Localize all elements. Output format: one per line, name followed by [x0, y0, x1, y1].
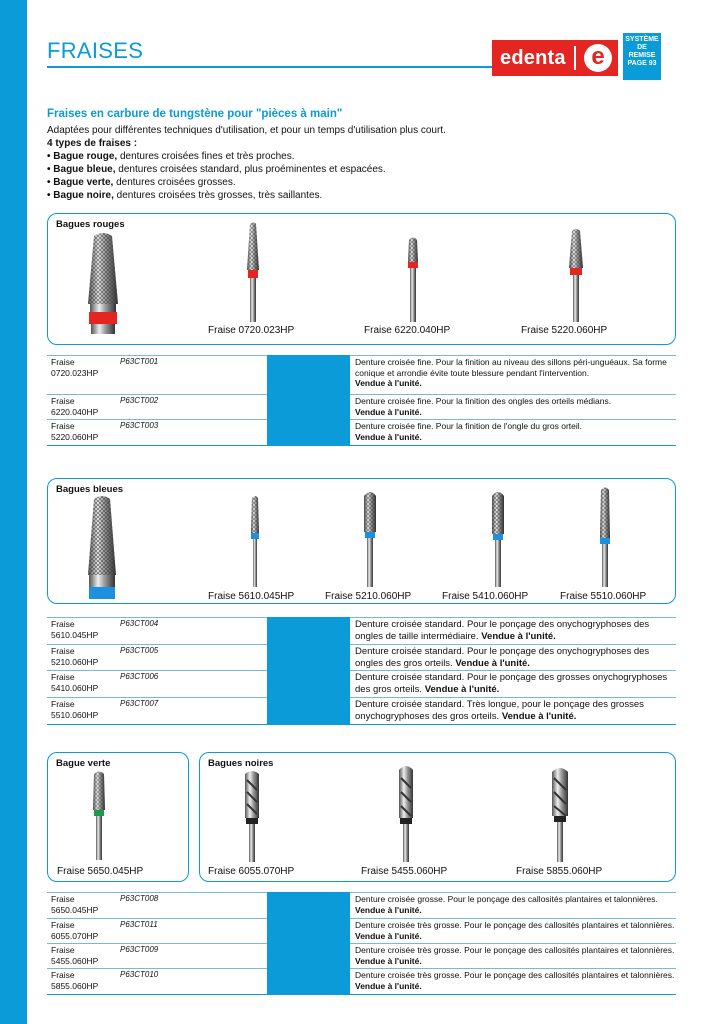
- intro: [47, 108, 687, 202]
- caption-5410: Fraise 5410.060HP: [442, 591, 529, 602]
- bur-5455-black: [394, 764, 418, 862]
- badge-line: REMISE: [628, 52, 656, 59]
- types-label: 4 types de fraises :: [47, 138, 138, 149]
- badge-line: PAGE 93: [627, 60, 657, 67]
- bur-5410-blue: [487, 490, 509, 587]
- order-cell[interactable]: [267, 968, 350, 994]
- panel-green: [47, 752, 189, 882]
- panel-black: [199, 752, 676, 882]
- panel-title-red: Bagues rouges: [56, 219, 125, 230]
- type-item: • Bague bleue, dentures croisées standard, plus proéminentes et espacées.: [47, 164, 386, 175]
- table-bottom: [47, 724, 676, 725]
- order-cell[interactable]: [267, 918, 350, 943]
- panel-title-green: Bague verte: [56, 758, 111, 769]
- order-cell[interactable]: [267, 670, 350, 697]
- table-row: Fraise 0720.023HP P63CT001 Denture croisée fine. Pour la finition au niveau des sillons péri-unguéaux. Sa forme conique et arrondie évite toute blessure pendant l'intervention. Vendue à l'unité.: [47, 355, 676, 394]
- type-item: • Bague rouge, dentures croisées fines et très proches.: [47, 151, 295, 162]
- order-cell[interactable]: [267, 617, 350, 644]
- caption-5210: Fraise 5210.060HP: [325, 591, 412, 602]
- table-row: Fraise 5650.045HP P63CT008 Denture croisée grosse. Pour le ponçage des callosités plantaires et talonnières. Vendue à l'unité.: [47, 892, 676, 918]
- order-cell[interactable]: [267, 419, 350, 445]
- bur-6220-red: [402, 236, 424, 322]
- order-cell[interactable]: [267, 394, 350, 419]
- caption-6055: Fraise 6055.070HP: [208, 866, 295, 877]
- table-row: Fraise 5220.060HP P63CT003 Denture croisée fine. Pour la finition de l'ongle du gros orteil. Vendue à l'unité.: [47, 419, 676, 445]
- table-bottom: [47, 994, 676, 995]
- table-row: Fraise 5510.060HP P63CT007 Denture croisée standard. Très longue, pour le ponçage des grosses onychogryphoses des gros orteils. Vendue à l'unité.: [47, 697, 676, 724]
- order-cell[interactable]: [267, 892, 350, 918]
- bur-5610-blue: [246, 495, 264, 587]
- bur-large-red: [78, 232, 128, 340]
- caption-5610: Fraise 5610.045HP: [208, 591, 295, 602]
- intro-line: Adaptées pour différentes techniques d'utilisation, et pour un temps d'utilisation plus court.: [47, 125, 446, 136]
- type-item: • Bague verte, dentures croisées grosses.: [47, 177, 236, 188]
- page-title: FRAISES: [47, 38, 144, 63]
- table-row: Fraise 5610.045HP P63CT004 Denture croisée standard. Pour le ponçage des onychogryphoses des ongles de taille intermédiaire. Vendue à l'unité.: [47, 617, 676, 644]
- logo-mark-icon: e: [584, 44, 612, 72]
- intro-heading: Fraises en carbure de tungstène pour "pièces à main": [47, 108, 343, 120]
- caption-0720: Fraise 0720.023HP: [208, 325, 295, 336]
- table-row: Fraise 5455.060HP P63CT009 Denture croisée très grosse. Pour le ponçage des callosités plantaires et talonnières. Vendue à l'unité.: [47, 943, 676, 968]
- caption-5455: Fraise 5455.060HP: [361, 866, 448, 877]
- order-cell[interactable]: [267, 355, 350, 394]
- caption-6220: Fraise 6220.040HP: [364, 325, 451, 336]
- logo-text: edenta: [500, 46, 566, 69]
- order-cell[interactable]: [267, 697, 350, 724]
- order-cell[interactable]: [267, 644, 350, 670]
- bur-5220-red: [564, 228, 588, 322]
- bur-5210-blue: [360, 490, 380, 587]
- caption-5855: Fraise 5855.060HP: [516, 866, 603, 877]
- bur-5650-green: [88, 770, 110, 860]
- panel-title-black: Bagues noires: [208, 758, 274, 769]
- sidebar: [0, 0, 27, 1024]
- table-row: Fraise 5855.060HP P63CT010 Denture croisée très grosse. Pour le ponçage des callosités plantaires et talonnières. Vendue à l'unité.: [47, 968, 676, 994]
- logo-divider: [574, 46, 576, 70]
- badge-line: SYSTÈME: [625, 36, 659, 43]
- bur-large-blue: [80, 495, 124, 605]
- table-bottom: [47, 445, 676, 446]
- discount-badge[interactable]: [623, 33, 661, 80]
- type-item: • Bague noire, dentures croisées très grosses, très saillantes.: [47, 190, 323, 201]
- bur-0720-red: [242, 222, 264, 322]
- badge-line: DE: [637, 44, 647, 51]
- table-row: Fraise 6220.040HP P63CT002 Denture croisée fine. Pour la finition des ongles des orteils médians. Vendue à l'unité.: [47, 394, 676, 419]
- caption-5650: Fraise 5650.045HP: [57, 866, 144, 877]
- bur-5855-black: [547, 766, 573, 862]
- panel-title-blue: Bagues bleues: [56, 484, 124, 495]
- caption-5220: Fraise 5220.060HP: [521, 325, 608, 336]
- table-row: Fraise 6055.070HP P63CT011 Denture croisée très grosse. Pour le ponçage des callosités plantaires et talonnières. Vendue à l'unité.: [47, 918, 676, 943]
- title-rule: [47, 66, 492, 68]
- table-row: Fraise 5410.060HP P63CT006 Denture croisée standard. Pour le ponçage des grosses onychogryphoses des gros orteils. Vendue à l'unité.: [47, 670, 676, 697]
- sidebar-label-text: [0, 796, 1, 930]
- bur-5510-blue: [595, 486, 615, 587]
- caption-5510: Fraise 5510.060HP: [560, 591, 647, 602]
- order-cell[interactable]: [267, 943, 350, 968]
- edenta-logo: [492, 40, 618, 76]
- table-row: Fraise 5210.060HP P63CT005 Denture croisée standard. Pour le ponçage des onychogryphoses des ongles des gros orteils. Vendue à l'unité.: [47, 644, 676, 670]
- bur-6055-black: [240, 770, 264, 862]
